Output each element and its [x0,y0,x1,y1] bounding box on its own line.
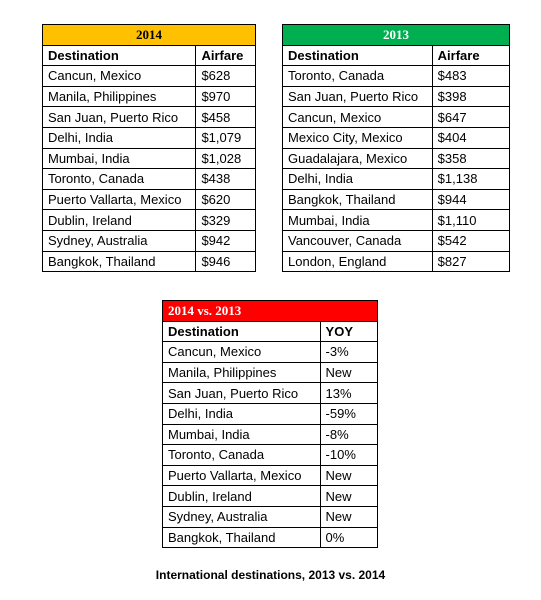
destination-cell: San Juan, Puerto Rico [163,383,321,404]
destination-cell: Cancun, Mexico [163,342,321,363]
destination-cell: Cancun, Mexico [43,66,196,87]
yoy-cell: New [320,506,377,527]
table-row [283,189,510,210]
table-2014 [42,24,256,272]
destination-cell: Bangkok, Thailand [283,189,433,210]
airfare-cell: $1,079 [196,127,256,148]
destination-cell: Mexico City, Mexico [283,127,433,148]
table-row [43,210,256,231]
airfare-cell: $944 [432,189,509,210]
destination-cell: Delhi, India [43,127,196,148]
yoy-cell: New [320,465,377,486]
destination-cell: Vancouver, Canada [283,230,433,251]
yoy-cell: New [320,486,377,507]
table-row [283,66,510,87]
column-header-airfare: Airfare [432,45,509,66]
destination-cell: Mumbai, India [283,210,433,231]
table-row [283,210,510,231]
destination-cell: Toronto, Canada [43,169,196,190]
destination-cell: Dublin, Ireland [43,210,196,231]
table-row [163,362,378,383]
table-yoy-title: 2014 vs. 2013 [163,301,378,322]
yoy-cell: -10% [320,445,377,466]
yoy-cell: -3% [320,342,377,363]
yoy-cell: New [320,362,377,383]
airfare-cell: $542 [432,230,509,251]
table-row [163,403,378,424]
destination-cell: Mumbai, India [43,148,196,169]
destination-cell: Puerto Vallarta, Mexico [163,465,321,486]
table-2014-title: 2014 [43,25,256,46]
destination-cell: Toronto, Canada [163,445,321,466]
yoy-cell: 13% [320,383,377,404]
table-row [283,230,510,251]
airfare-cell: $620 [196,189,256,210]
destination-cell: Manila, Philippines [43,86,196,107]
table-row [283,251,510,272]
airfare-cell: $1,138 [432,169,509,190]
destination-cell: San Juan, Puerto Rico [43,107,196,128]
column-header-destination: Destination [163,321,321,342]
table-row [43,107,256,128]
yoy-cell: -8% [320,424,377,445]
table-row [163,424,378,445]
destination-cell: Bangkok, Thailand [163,527,321,548]
destination-cell: Delhi, India [163,403,321,424]
destination-cell: Cancun, Mexico [283,107,433,128]
destination-cell: Sydney, Australia [163,506,321,527]
table-row [163,383,378,404]
table-row [43,251,256,272]
table-row [163,465,378,486]
destination-cell: Manila, Philippines [163,362,321,383]
column-header-yoy: YOY [320,321,377,342]
airfare-cell: $827 [432,251,509,272]
airfare-cell: $628 [196,66,256,87]
airfare-cell: $358 [432,148,509,169]
table-row [43,66,256,87]
table-row [163,527,378,548]
airfare-cell: $647 [432,107,509,128]
table-row [283,127,510,148]
table-row [43,230,256,251]
column-header-destination: Destination [283,45,433,66]
destination-cell: San Juan, Puerto Rico [283,86,433,107]
table-row [43,148,256,169]
yoy-cell: 0% [320,527,377,548]
destination-cell: Toronto, Canada [283,66,433,87]
table-row [283,148,510,169]
airfare-cell: $1,028 [196,148,256,169]
table-row [43,86,256,107]
airfare-cell: $1,110 [432,210,509,231]
table-row [163,342,378,363]
table-yoy [162,300,378,548]
destination-cell: Puerto Vallarta, Mexico [43,189,196,210]
airfare-cell: $458 [196,107,256,128]
airfare-cell: $398 [432,86,509,107]
airfare-cell: $404 [432,127,509,148]
table-row [163,506,378,527]
table-row [43,169,256,190]
airfare-cell: $329 [196,210,256,231]
table-row [283,86,510,107]
destination-cell: Bangkok, Thailand [43,251,196,272]
column-header-destination: Destination [43,45,196,66]
airfare-cell: $946 [196,251,256,272]
yoy-cell: -59% [320,403,377,424]
table-row [163,486,378,507]
destination-cell: Mumbai, India [163,424,321,445]
figure-caption: International destinations, 2013 vs. 2014 [155,568,386,582]
airfare-cell: $942 [196,230,256,251]
destination-cell: Guadalajara, Mexico [283,148,433,169]
airfare-cell: $483 [432,66,509,87]
table-row [43,189,256,210]
table-row [43,127,256,148]
destination-cell: Sydney, Australia [43,230,196,251]
column-header-airfare: Airfare [196,45,256,66]
airfare-cell: $970 [196,86,256,107]
table-row [163,445,378,466]
table-row [283,107,510,128]
table-2013-title: 2013 [283,25,510,46]
table-row [283,169,510,190]
table-2013 [282,24,510,272]
destination-cell: Delhi, India [283,169,433,190]
destination-cell: London, England [283,251,433,272]
airfare-cell: $438 [196,169,256,190]
destination-cell: Dublin, Ireland [163,486,321,507]
